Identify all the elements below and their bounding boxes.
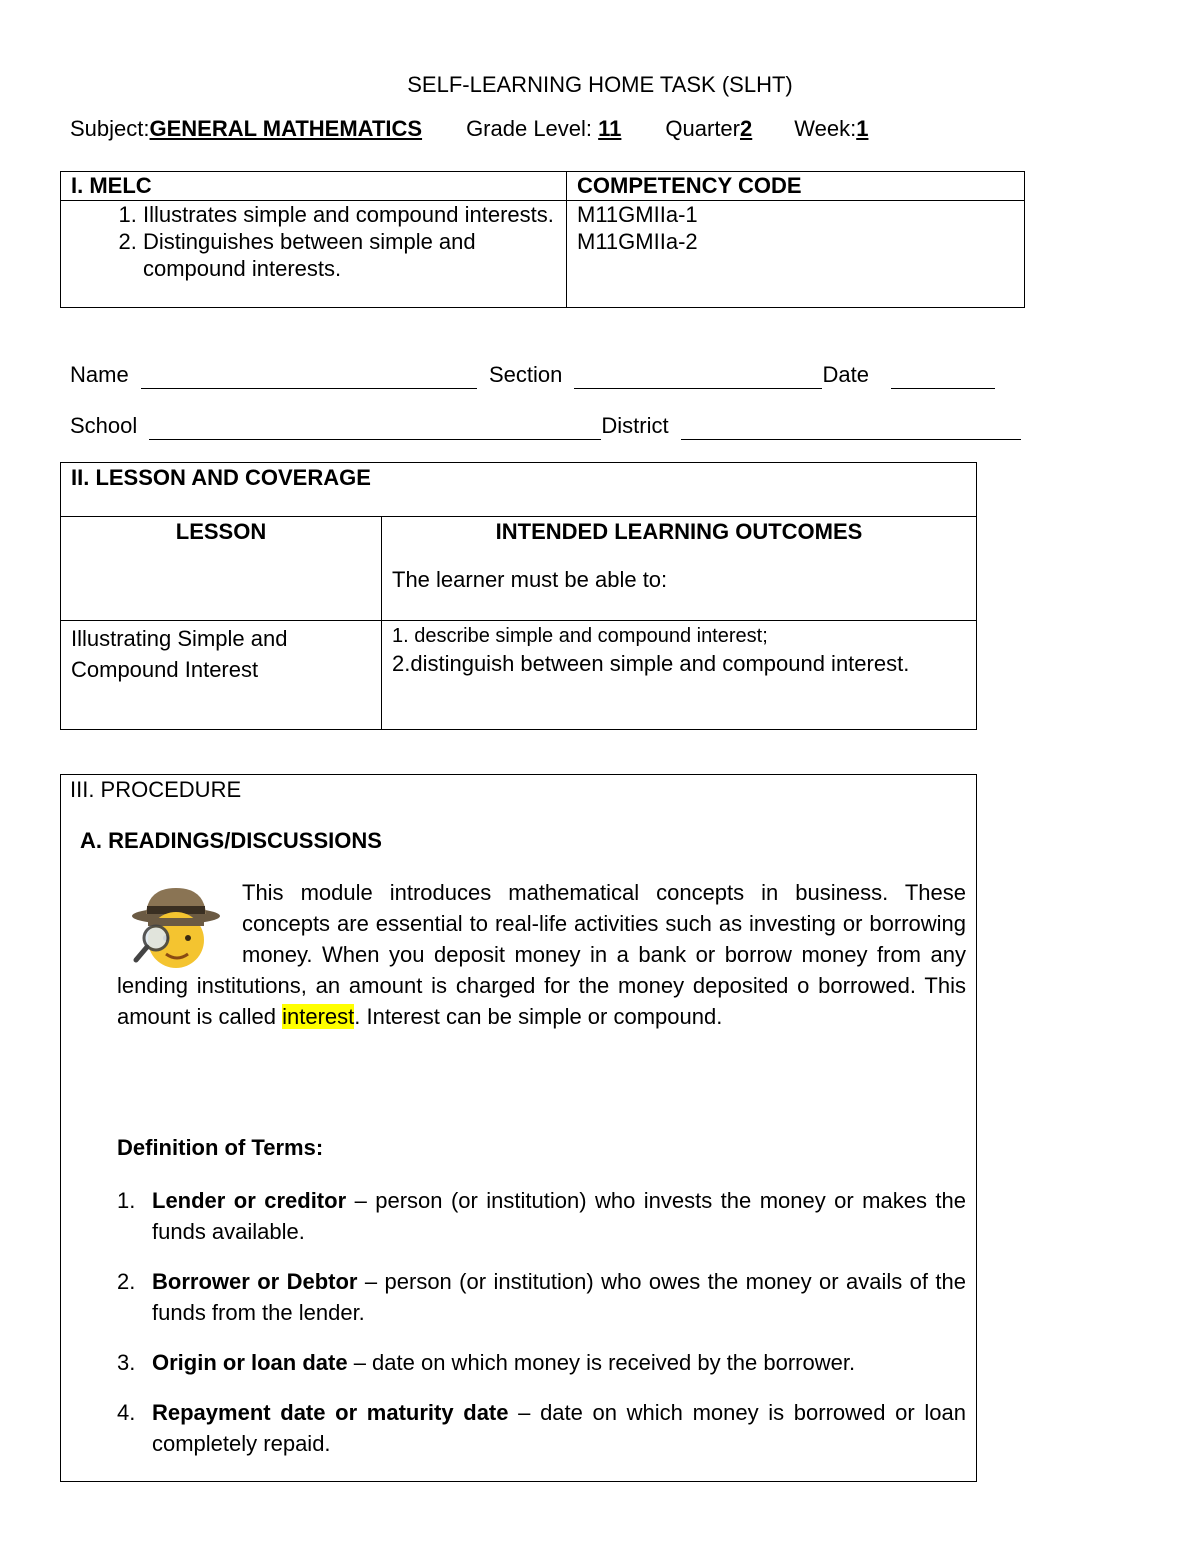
intro-text-end: . Interest can be simple or compound. [354,1004,723,1029]
definition-sep: – [347,1350,373,1375]
definition-term: Borrower or Debtor [152,1269,358,1294]
definition-text: date on which money is received by the borrower. [372,1350,856,1375]
definition-item [117,1185,966,1247]
school-label: School [70,413,138,438]
definition-sep: – [346,1188,376,1213]
page-title: SELF-LEARNING HOME TASK (SLHT) [407,72,793,97]
outcomes-intro: The learner must be able to: [392,567,668,592]
intro-text: This module introduces mathematical concepts in business. These concepts are essential to real-life activities such as investing or borrowing money. When you deposit money in a bank or borrow money from any lending institutions, an amount is charged for the money deposited o borrowed. This amount is called [117,880,966,1029]
section-field[interactable] [574,362,822,389]
outcome-item: 1. describe simple and compound interest; [392,625,768,647]
melc-item: 2. Distinguishes between simple and compound interests. [143,228,556,282]
definition-text: person (or institution) who owes the money or avails of the funds from the lender. [152,1269,966,1325]
emoji-spacer [117,877,242,967]
definition-item [117,1397,966,1459]
procedure-header: III. PROCEDURE [70,777,242,802]
readings-heading: A. READINGS/DISCUSSIONS [80,828,382,853]
competency-code: M11GMIIa-2 [577,229,698,254]
name-label: Name [70,362,129,387]
lesson-header: II. LESSON AND COVERAGE [61,463,977,517]
definitions-title: Definition of Terms: [117,1135,324,1160]
lesson-table [60,462,977,730]
lesson-title: Illustrating Simple and Compound Interest [61,621,382,730]
definition-number: 3. [117,1350,136,1375]
subject-label: Subject: [70,116,150,141]
competency-code-header: COMPETENCY CODE [567,172,1025,201]
definition-term: Repayment date or maturity date [152,1400,509,1425]
definition-sep: – [357,1269,385,1294]
school-row [70,413,1021,440]
melc-header: I. MELC [61,172,567,201]
definition-text: person (or institution) who invests the money or makes the funds available. [152,1188,966,1244]
district-field[interactable] [681,413,1021,440]
interest-highlight: interest [282,1004,355,1029]
definition-term: Lender or creditor [152,1188,347,1213]
school-field[interactable] [149,413,601,440]
week-value: 1 [856,116,869,141]
district-label: District [601,413,669,438]
date-label: Date [822,362,869,387]
week-label: Week: [794,116,857,141]
definition-number: 4. [117,1400,136,1425]
definition-text: date on which money is borrowed or loan completely repaid. [152,1400,966,1456]
grade-value: 11 [598,116,622,141]
definition-number: 1. [117,1188,136,1213]
outcomes-col-header: INTENDED LEARNING OUTCOMES [495,519,863,544]
competency-code: M11GMIIa-1 [577,202,698,227]
definition-item [117,1347,966,1378]
lesson-col-header: LESSON [61,517,382,621]
melc-item: 1. Illustrates simple and compound interests. [143,201,556,228]
grade-label: Grade Level: [466,116,599,141]
quarter-value: 2 [740,116,753,141]
subject-line [70,116,868,142]
outcome-item: 2.distinguish between simple and compound interest. [392,651,910,676]
definition-sep: – [508,1400,541,1425]
date-field[interactable] [891,362,995,389]
section-label: Section [488,362,563,387]
definition-item [117,1266,966,1328]
definition-number: 2. [117,1269,136,1294]
quarter-label: Quarter [665,116,740,141]
intro-paragraph [117,877,966,1032]
definition-term: Origin or loan date [152,1350,348,1375]
name-row [70,362,995,389]
subject-value: GENERAL MATHEMATICS [149,116,423,141]
melc-table [60,171,1025,308]
name-field[interactable] [141,362,477,389]
definitions-list [117,1185,966,1478]
melc-list [71,201,556,282]
